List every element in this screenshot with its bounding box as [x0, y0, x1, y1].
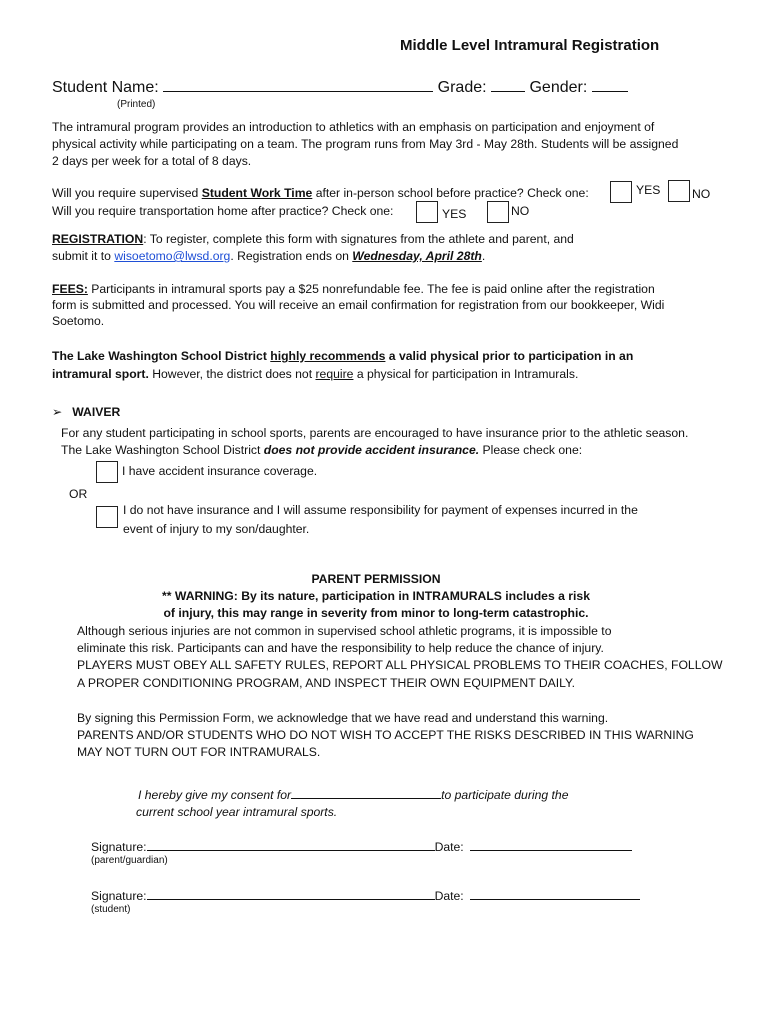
- parent-guardian-note: (parent/guardian): [91, 855, 168, 866]
- physical-l1-underline: highly recommends: [270, 349, 386, 363]
- waiver-line-1: For any student participating in school sports, parents are encouraged to have insurance prior to the athletic season.: [61, 426, 689, 440]
- consent-pre: I hereby give my consent for: [138, 788, 292, 802]
- intro-line-1: The intramural program provides an introduction to athletics with an emphasis on participation and enjoyment of: [52, 120, 655, 134]
- permission-para-line-6: PARENTS AND/OR STUDENTS WHO DO NOT WISH TO ACCEPT THE RISKS DESCRIBED IN THIS WARNING: [77, 728, 694, 742]
- registration-deadline: Wednesday, April 28th: [352, 249, 482, 263]
- physical-line-1: [52, 348, 633, 365]
- registration-l1-rest: : To register, complete this form with signatures from the athlete and parent, and: [143, 232, 574, 246]
- student-date-field[interactable]: [470, 887, 640, 900]
- intro-line-3: 2 days per week for a total of 8 days.: [52, 154, 252, 168]
- student-signature-field[interactable]: [147, 887, 435, 900]
- grade-field[interactable]: [491, 79, 525, 92]
- warning-line-1: ** WARNING: By its nature, participation in INTRAMURALS includes a risk: [162, 589, 590, 603]
- waiver-line-2: [61, 442, 582, 459]
- consent-line-1: [138, 786, 568, 804]
- insurance-option-2-line-2: event of injury to my son/daughter.: [123, 522, 310, 536]
- registration-l2-end: .: [481, 249, 486, 263]
- student-work-time-text: Student Work Time: [201, 186, 313, 200]
- permission-para-line-5: By signing this Permission Form, we acknowledge that we have read and understand this warning.: [77, 711, 609, 725]
- registration-line-2: [52, 248, 485, 265]
- warning-line-2: of injury, this may range in severity from minor to long-term catastrophic.: [163, 606, 589, 620]
- fees-line-1: [52, 281, 655, 298]
- parent-date-label: Date:: [434, 840, 464, 854]
- registration-email-link[interactable]: wisoetomo@lwsd.org: [114, 249, 231, 263]
- physical-l1-post: a valid physical prior to participation in an: [385, 349, 634, 363]
- work-time-pre: Will you require supervised: [52, 186, 202, 200]
- student-date-label: Date:: [434, 889, 464, 903]
- work-time-no-label: NO: [692, 187, 711, 201]
- physical-l2-bold: intramural sport.: [52, 367, 149, 381]
- transport-question: Will you require transportation home after practice? Check one:: [52, 204, 394, 218]
- parent-signature-label: Signature:: [91, 840, 147, 854]
- physical-l1-pre: The Lake Washington School District: [52, 349, 271, 363]
- physical-l2-underline: require: [315, 367, 354, 381]
- page-title: Middle Level Intramural Registration: [400, 37, 660, 54]
- student-signature-row: [91, 887, 640, 905]
- or-label: OR: [69, 487, 88, 501]
- insurance-yes-checkbox[interactable]: [96, 461, 118, 483]
- transport-yes-label: YES: [442, 207, 467, 221]
- registration-line-1: [52, 231, 574, 248]
- student-note: (student): [91, 904, 131, 915]
- registration-l2-mid: . Registration ends on: [230, 249, 353, 263]
- transport-no-label: NO: [511, 204, 530, 218]
- fees-line-3: Soetomo.: [52, 314, 105, 328]
- parent-signature-row: [91, 838, 632, 856]
- parent-signature-field[interactable]: [147, 838, 435, 851]
- permission-para-line-1: Although serious injuries are not common in supervised school athletic programs, it is impossible to: [77, 624, 612, 638]
- insurance-no-checkbox[interactable]: [96, 506, 118, 528]
- student-name-field[interactable]: [163, 79, 433, 92]
- consent-post: to participate during the: [441, 788, 569, 802]
- student-name-label: Student Name:: [52, 79, 159, 96]
- physical-line-2: [52, 366, 578, 383]
- registration-l2-pre: submit it to: [52, 249, 115, 263]
- parent-date-field[interactable]: [470, 838, 632, 851]
- work-time-post: after in-person school before practice? Check one:: [312, 186, 589, 200]
- work-time-question: [52, 185, 589, 202]
- waiver-heading: WAIVER: [72, 405, 121, 419]
- registration-heading: REGISTRATION: [52, 232, 144, 246]
- gender-label: Gender:: [529, 79, 588, 96]
- permission-para-line-4: A PROPER CONDITIONING PROGRAM, AND INSPECT THEIR OWN EQUIPMENT DAILY.: [77, 676, 575, 690]
- waiver-l2-bold: does not provide accident insurance.: [263, 443, 480, 457]
- grade-label: Grade:: [437, 79, 487, 96]
- printed-note: (Printed): [117, 99, 156, 110]
- work-time-yes-label: YES: [636, 183, 661, 197]
- physical-l2-post: a physical for participation in Intramurals.: [353, 367, 579, 381]
- waiver-l2-post: Please check one:: [479, 443, 583, 457]
- permission-heading: PARENT PERMISSION: [311, 572, 441, 586]
- insurance-option-1: I have accident insurance coverage.: [122, 464, 318, 478]
- waiver-bullet-icon: ➢: [52, 405, 63, 419]
- physical-l2-mid: However, the district does not: [148, 367, 316, 381]
- permission-para-line-3: PLAYERS MUST OBEY ALL SAFETY RULES, REPORT ALL PHYSICAL PROBLEMS TO THEIR COACHES, FOLLOW: [77, 658, 723, 672]
- fees-line-2: form is submitted and processed. You will receive an email confirmation for registration from our bookkeeper, Widi: [52, 298, 665, 312]
- work-time-yes-checkbox[interactable]: [610, 181, 632, 203]
- waiver-l2-pre: The Lake Washington School District: [61, 443, 264, 457]
- student-info-line: [52, 79, 628, 97]
- intro-line-2: physical activity while participating on a team. The program runs from May 3rd - May 28th. Students will be assigned: [52, 137, 679, 151]
- waiver-heading-row: [52, 404, 120, 421]
- insurance-option-2-line-1: I do not have insurance and I will assume responsibility for payment of expenses incurred in the: [123, 503, 638, 517]
- permission-para-line-2: eliminate this risk. Participants can and have the responsibility to help reduce the chance of injury.: [77, 641, 604, 655]
- consent-student-name-field[interactable]: [291, 786, 441, 799]
- fees-heading: FEES:: [52, 282, 88, 296]
- permission-para-line-7: MAY NOT TURN OUT FOR INTRAMURALS.: [77, 745, 321, 759]
- gender-field[interactable]: [592, 79, 628, 92]
- transport-yes-checkbox[interactable]: [416, 201, 438, 223]
- fees-l1-rest: Participants in intramural sports pay a $25 nonrefundable fee. The fee is paid online after the registration: [87, 282, 655, 296]
- work-time-no-checkbox[interactable]: [668, 180, 690, 202]
- transport-no-checkbox[interactable]: [487, 201, 509, 223]
- student-signature-label: Signature:: [91, 889, 147, 903]
- consent-line-2: current school year intramural sports.: [136, 805, 338, 819]
